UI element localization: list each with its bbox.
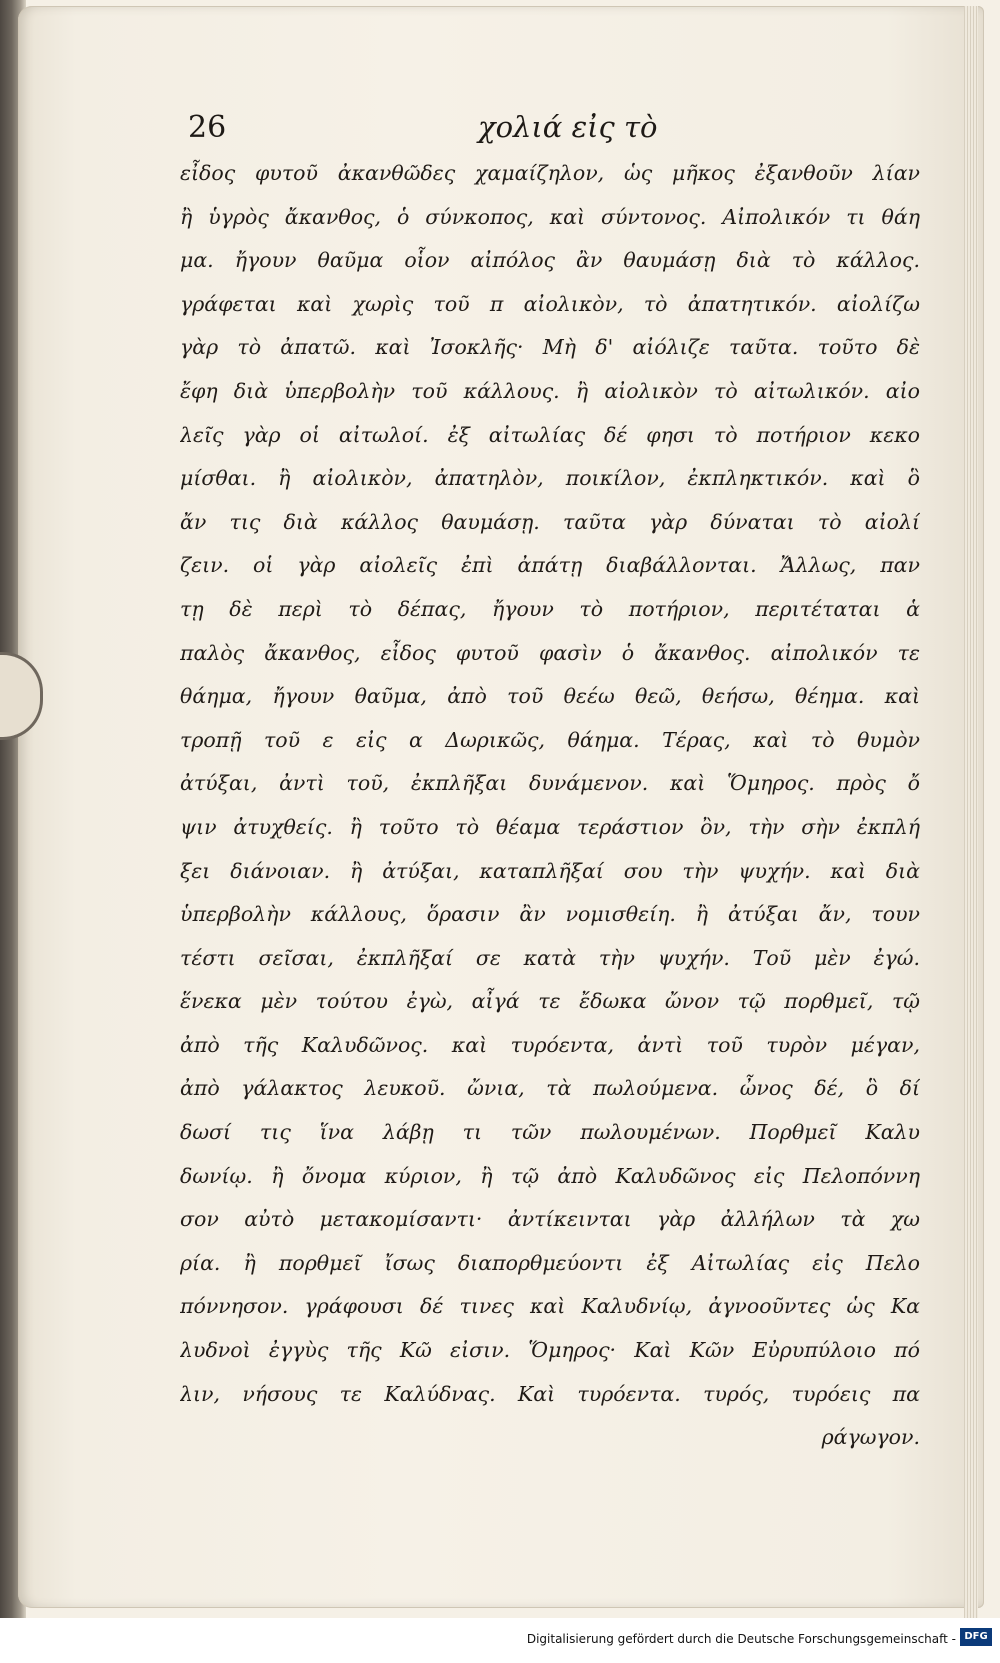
text-line: ξει διάνοιαν. ἢ ἀτύξαι, καταπλῆξαί σου τὴν ψυχήν. καὶ διὰ: [180, 858, 920, 883]
text-line: ἀτύξαι, ἀντὶ τοῦ, ἐκπλῆξαι δυνάμενον. καὶ Ὅμηρος. πρὸς ὄ: [180, 771, 920, 796]
running-title: χολιά εἰς τὸ: [478, 110, 658, 144]
text-line: ἕνεκα μὲν τούτου ἐγὼ, αἶγά τε ἔδωκα ὤνον τῷ πορθμεῖ, τῷ: [180, 989, 920, 1014]
text-line-last: ράγωγον.: [821, 1425, 920, 1450]
text-line: ρία. ἢ πορθμεῖ ἴσως διαπορθμεύοντι ἐξ Αἰτωλίας εἰς Πελο: [180, 1250, 920, 1275]
funding-credit: Digitalisierung gefördert durch die Deutsche Forschungsgemeinschaft -: [526, 1632, 956, 1646]
text-line: δωσί τις ἵνα λάβῃ τι τῶν πωλουμένων. Πορθμεῖ Καλυ: [180, 1120, 920, 1145]
text-line: δωνίῳ. ἢ ὄνομα κύριον, ἢ τῷ ἀπὸ Καλυδῶνος εἰς Πελοπόννη: [180, 1163, 920, 1188]
body-text: [180, 152, 920, 1460]
text-line: σον αὐτὸ μετακομίσαντι· ἀντίκεινται γὰρ ἀλλήλων τὰ χω: [180, 1207, 920, 1232]
text-line: ψιν ἀτυχθείς. ἢ τοῦτο τὸ θέαμα τεράστιον ὂν, τὴν σὴν ἐκπλή: [180, 814, 920, 839]
text-line: μα. ἤγουν θαῦμα οἷον αἰπόλος ἂν θαυμάσῃ διὰ τὸ κάλλος.: [180, 248, 920, 273]
dfg-logo: DFG: [960, 1628, 992, 1646]
text-line: ὑπερβολὴν κάλλους, ὅρασιν ἂν νομισθείη. ἢ ἀτύξαι ἄν, τουν: [180, 902, 920, 927]
text-line: ἢ ὑγρὸς ἄκανθος, ὁ σύνκοπος, καὶ σύντονος. Αἰπολικόν τι θάη: [180, 204, 920, 229]
text-line: θάημα, ἤγουν θαῦμα, ἀπὸ τοῦ θεέω θεῶ, θεήσω, θέημα. καὶ: [180, 684, 920, 709]
text-line: ἀπὸ τῆς Καλυδῶνος. καὶ τυρόεντα, ἀντὶ τοῦ τυρὸν μέγαν,: [180, 1032, 920, 1057]
text-line: τῃ δὲ περὶ τὸ δέπας, ἤγουν τὸ ποτήριον, περιτέταται ἁ: [180, 596, 920, 621]
text-line: ἔφη διὰ ὑπερβολὴν τοῦ κάλλους. ἢ αἰολικὸν τὸ αἰτωλικόν. αἰο: [180, 378, 920, 403]
text-line: ἄν τις διὰ κάλλος θαυμάσῃ. ταῦτα γὰρ δύναται τὸ αἰολί: [180, 509, 920, 534]
text-line: τροπῇ τοῦ ε εἰς α Δωρικῶς, θάημα. Τέρας, καὶ τὸ θυμὸν: [180, 727, 920, 752]
text-line: γὰρ τὸ ἀπατῶ. καὶ Ἰσοκλῆς· Μὴ δ' αἰόλιζε ταῦτα. τοῦτο δὲ: [180, 335, 920, 360]
text-line: ἀπὸ γάλακτος λευκοῦ. ὤνια, τὰ πωλούμενα. ὦνος δέ, ὃ δί: [180, 1076, 920, 1101]
text-line: λυδνοὶ ἐγγὺς τῆς Κῶ εἰσιν. Ὅμηρος· Καὶ Κῶν Εὐρυπύλοιο πό: [180, 1338, 920, 1363]
text-line: παλὸς ἄκανθος, εἶδος φυτοῦ φασὶν ὁ ἄκανθος. αἰπολικόν τε: [180, 640, 920, 665]
text-line: λιν, νήσους τε Καλύδνας. Καὶ τυρόεντα. τυρός, τυρόεις πα: [180, 1381, 920, 1406]
text-line: πόννησον. γράφουσι δέ τινες καὶ Καλυδνίῳ, ἀγνοοῦντες ὡς Κα: [180, 1294, 920, 1319]
text-line: εἶδος φυτοῦ ἀκανθῶδες χαμαίζηλον, ὡς μῆκος ἐξανθοῦν λίαν: [180, 161, 920, 185]
page-edge: [964, 6, 978, 1624]
page-header: [188, 110, 928, 156]
text-line: ζειν. οἱ γὰρ αἰολεῖς ἐπὶ ἀπάτῃ διαβάλλονται. Ἄλλως, παν: [180, 553, 920, 578]
text-line: μίσθαι. ἢ αἰολικὸν, ἀπατηλὸν, ποικίλον, ἐκπληκτικόν. καὶ ὃ: [180, 466, 920, 491]
page-number: 26: [188, 110, 227, 145]
text-line: λεῖς γὰρ οἱ αἰτωλοί. ἐξ αἰτωλίας δέ φησι τὸ ποτήριον κεκο: [180, 422, 920, 447]
text-line: γράφεται καὶ χωρὶς τοῦ π αἰολικὸν, τὸ ἀπατητικόν. αἰολίζω: [180, 291, 920, 316]
footer-bar: [0, 1618, 1000, 1663]
text-line: τέστι σεῖσαι, ἐκπλῆξαί σε κατὰ τὴν ψυχήν. Τοῦ μὲν ἐγώ.: [180, 945, 920, 970]
